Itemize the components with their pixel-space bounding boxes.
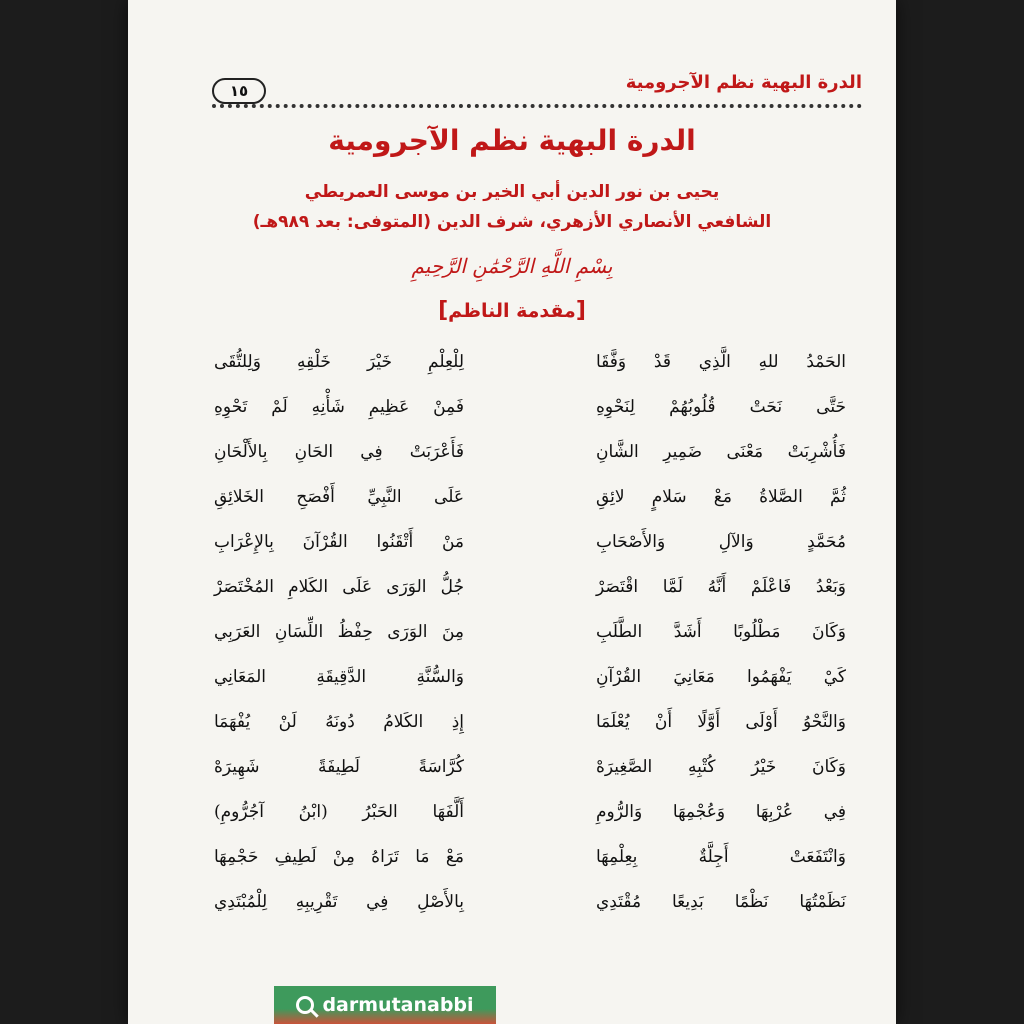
page-header <box>212 64 862 110</box>
verse-row <box>204 385 846 430</box>
verse-first-hemistich: مُحَمَّدٍ وَالآلِ وَالأَصْحَابِ <box>596 532 846 552</box>
verse-row <box>204 835 846 880</box>
author-line-2: الشافعي الأنصاري الأزهري، شرف الدين (المتوفى: بعد ٩٨٩هـ) <box>252 212 772 232</box>
verse-row <box>204 610 846 655</box>
verse-row <box>204 790 846 835</box>
verse-second-hemistich: جُلُّ الوَرَى عَلَى الكَلامِ المُخْتَصَرْ <box>214 577 464 597</box>
verse-second-hemistich: وَالسُّنَّةِ الدَّقِيقَةِ المَعَانِي <box>214 667 464 687</box>
verse-first-hemistich: وَبَعْدُ فَاعْلَمْ أَنَّهُ لَمَّا اقْتَصَرْ <box>596 577 846 597</box>
verse-second-hemistich: مَعْ مَا تَرَاهُ مِنْ لَطِيفِ حَجْمِهَا <box>214 847 464 867</box>
verse-row <box>204 475 846 520</box>
author-line-1: يحيى بن نور الدين أبي الخير بن موسى العمريطي <box>304 182 720 202</box>
verse-row <box>204 520 846 565</box>
verse-first-hemistich: كَيْ يَفْهَمُوا مَعَانِيَ القُرْآنِ <box>596 667 846 687</box>
verse-first-hemistich: الحَمْدُ للهِ الَّذِي قَدْ وَفَّقَا <box>596 352 846 372</box>
verse-list <box>204 340 846 925</box>
verse-row <box>204 880 846 925</box>
verse-second-hemistich: لِلْعِلْمِ خَيْرَ خَلْقِهِ وَلِلتُّقَى <box>214 352 464 372</box>
basmala: بِسْمِ اللَّهِ الرَّحْمَٰنِ الرَّحِيمِ <box>411 254 613 278</box>
page-number: ١٥ <box>212 78 266 104</box>
watermark-text: darmutanabbi <box>322 994 474 1016</box>
page-title: الدرة البهية نظم الآجرومية <box>328 124 696 157</box>
section-heading <box>128 298 896 323</box>
verse-second-hemistich: فَأَعْرَبَتْ فِي الحَانِ بِالأَلْحَانِ <box>214 442 464 462</box>
search-icon <box>296 996 314 1014</box>
verse-second-hemistich: إِذِ الكَلامُ دُونَهُ لَنْ يُفْهَمَا <box>214 712 464 732</box>
header-divider <box>212 104 862 108</box>
verse-first-hemistich: ثُمَّ الصَّلاةُ مَعْ سَلامٍ لائِقِ <box>596 487 846 507</box>
verse-second-hemistich: بِالأَصْلِ فِي تَقْرِيبِهِ لِلْمُبْتَدِي <box>214 892 464 912</box>
verse-row <box>204 565 846 610</box>
verse-row <box>204 655 846 700</box>
verse-first-hemistich: نَظَمْتُهَا نَظْمًا بَدِيعًا مُقْتَدِي <box>596 892 846 912</box>
book-page <box>128 0 896 1024</box>
section-title: مقدمة الناظم <box>448 300 576 322</box>
verse-first-hemistich: وَانْتَفَعَتْ أَجِلَّةٌ بِعِلْمِهَا <box>596 847 846 867</box>
section-bracket-open: [ <box>575 298 586 323</box>
verse-first-hemistich: وَكَانَ مَطْلُوبًا أَشَدَّ الطَّلَبِ <box>596 622 846 642</box>
verse-second-hemistich: عَلَى النَّبِيِّ أَفْصَحِ الخَلائِقِ <box>214 487 464 507</box>
verse-row <box>204 745 846 790</box>
verse-second-hemistich: أَلَّفَهَا الحَبْرُ (ابْنُ آجُرُّومِ) <box>214 802 464 822</box>
section-bracket-close: ] <box>438 298 449 323</box>
verse-first-hemistich: فِي عُرْبِهَا وَعُجْمِهَا وَالرُّومِ <box>596 802 846 822</box>
verse-second-hemistich: مِنَ الوَرَى حِفْظُ اللِّسَانِ العَرَبِي <box>214 622 464 642</box>
verse-first-hemistich: فَأُشْرِبَتْ مَعْنَى ضَمِيرِ الشَّانِ <box>596 442 846 462</box>
running-title: الدرة البهية نظم الآجرومية <box>625 72 862 93</box>
verse-first-hemistich: وَكَانَ خَيْرُ كُتْبِهِ الصَّغِيرَهْ <box>596 757 846 777</box>
verse-row <box>204 700 846 745</box>
verse-second-hemistich: مَنْ أَتْقَنُوا القُرْآنَ بِالإِعْرَابِ <box>214 532 464 552</box>
verse-row <box>204 340 846 385</box>
verse-second-hemistich: فَمِنْ عَظِيمِ شَأْنِهِ لَمْ تَحْوِهِ <box>214 397 464 417</box>
verse-first-hemistich: وَالنَّحْوُ أَوْلَى أَوَّلًا أَنْ يُعْلَمَا <box>596 712 846 732</box>
verse-second-hemistich: كُرَّاسَةً لَطِيفَةً شَهِيرَهْ <box>214 757 464 777</box>
verse-first-hemistich: حَتَّى نَحَتْ قُلُوبُهُمْ لِنَحْوِهِ <box>596 397 846 417</box>
watermark-badge <box>274 986 496 1024</box>
verse-row <box>204 430 846 475</box>
